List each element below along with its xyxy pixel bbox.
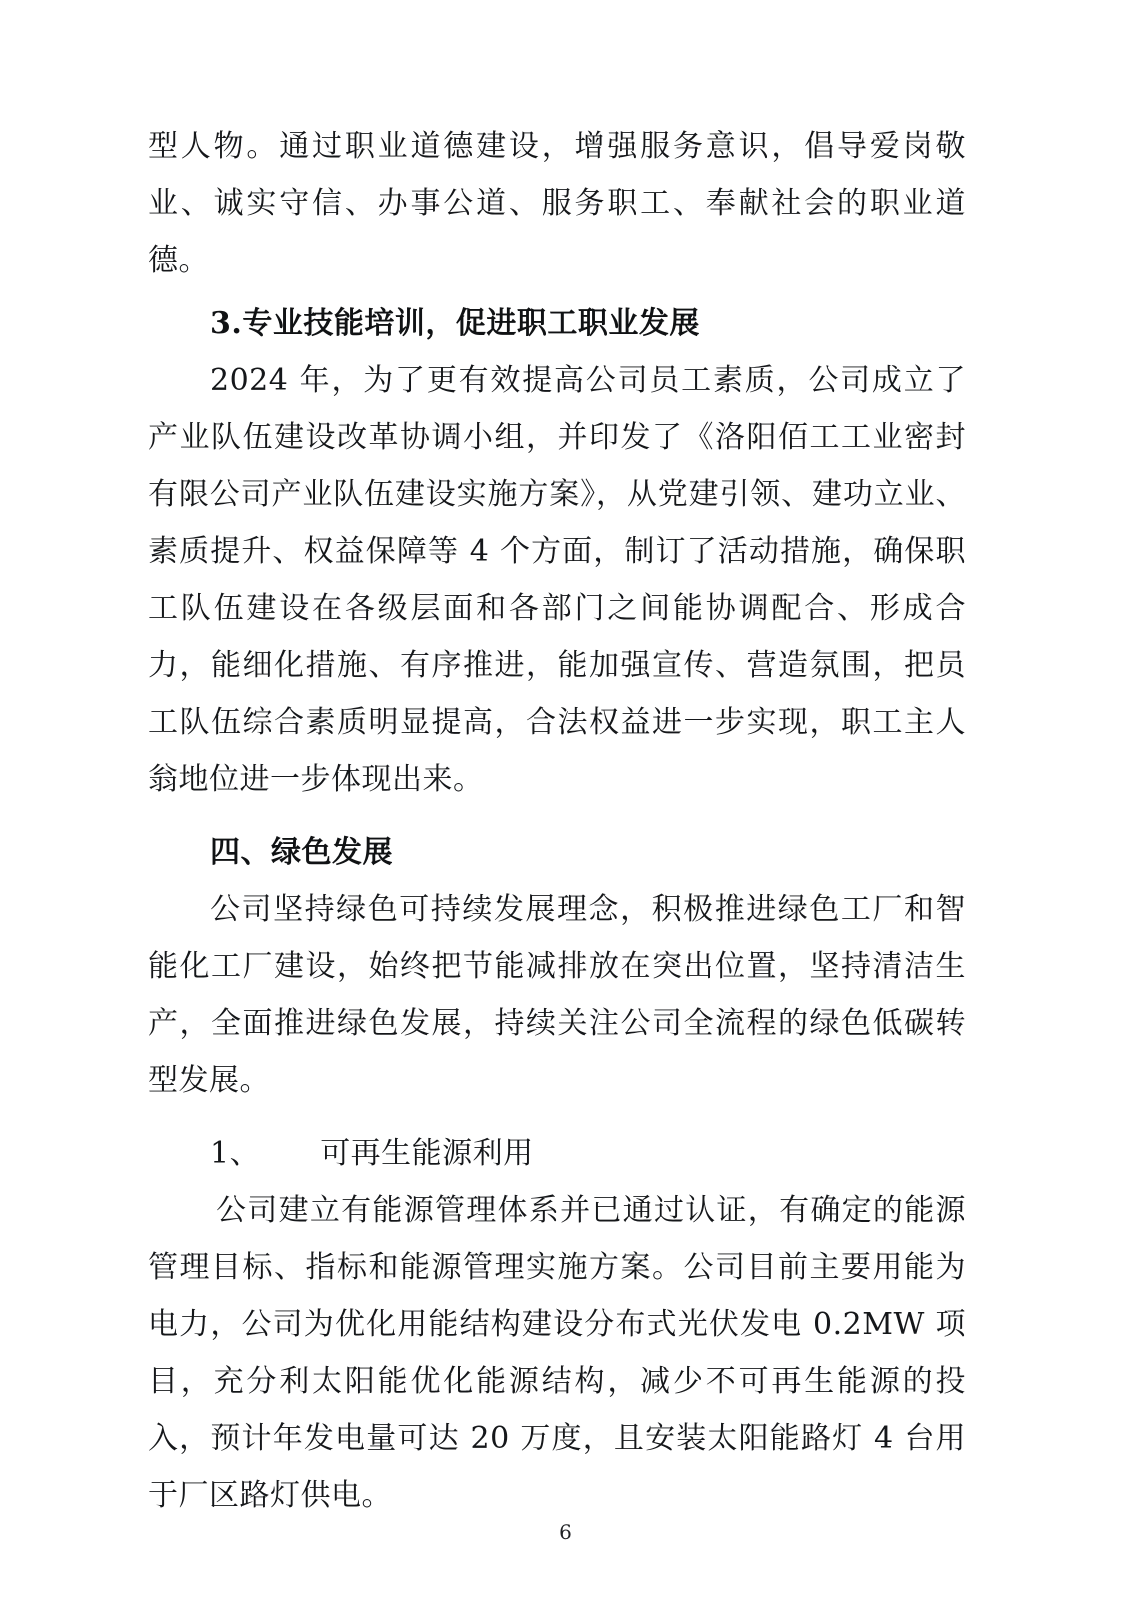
spacer [148,1109,966,1125]
paragraph-green-concept: 公司坚持绿色可持续发展理念，积极推进绿色工厂和智能化工厂建设，始终把节能减排放在突出位置，坚持清洁生产，全面推进绿色发展，持续关注公司全流程的绿色低碳转型发展。 [148,892,966,1098]
paragraph-energy-management: 公司建立有能源管理体系并已通过认证，有确定的能源管理目标、指标和能源管理实施方案。公司目前主要用能为电力，公司为优化用能结构建设分布式光伏发电 0.2MW 项目，充分利太阳能优化能源结构，减少不可再生能源的投入，预计年发电量可达 20 万度，且安装太阳能路灯 4 台用于厂区路灯供电。 [148,1193,966,1513]
paragraph-industrial-team-plan: 2024 年，为了更有效提高公司员工素质，公司成立了产业队伍建设改革协调小组，并印发了《洛阳佰工工业密封有限公司产业队伍建设实施方案》，从党建引领、建功立业、素质提升、权益保障等 4 个方面，制订了活动措施，确保职工队伍建设在各级层面和各部门之间能协调配合、形成合力，能细化措施、有序推进，能加强宣传、营造氛围，把员工队伍综合素质明显提高，合法权益进一步实现，职工主人翁地位进一步体现出来。 [148,363,966,797]
list-item-renewable-energy [148,1125,966,1182]
heading-skill-training: 3.专业技能培训，促进职工职业发展 [210,306,700,341]
spacer [148,808,966,824]
page-number: 6 [559,1520,572,1544]
list-item-marker: 1、 [210,1136,261,1171]
heading-green-development: 四、绿色发展 [210,835,393,870]
paragraph-professional-ethics: 型人物。通过职业道德建设，增强服务意识，倡导爱岗敬业、诚实守信、办事公道、服务职工、奉献社会的职业道德。 [148,129,966,278]
page-content [148,118,966,1524]
list-item-label: 可再生能源利用 [320,1136,534,1171]
